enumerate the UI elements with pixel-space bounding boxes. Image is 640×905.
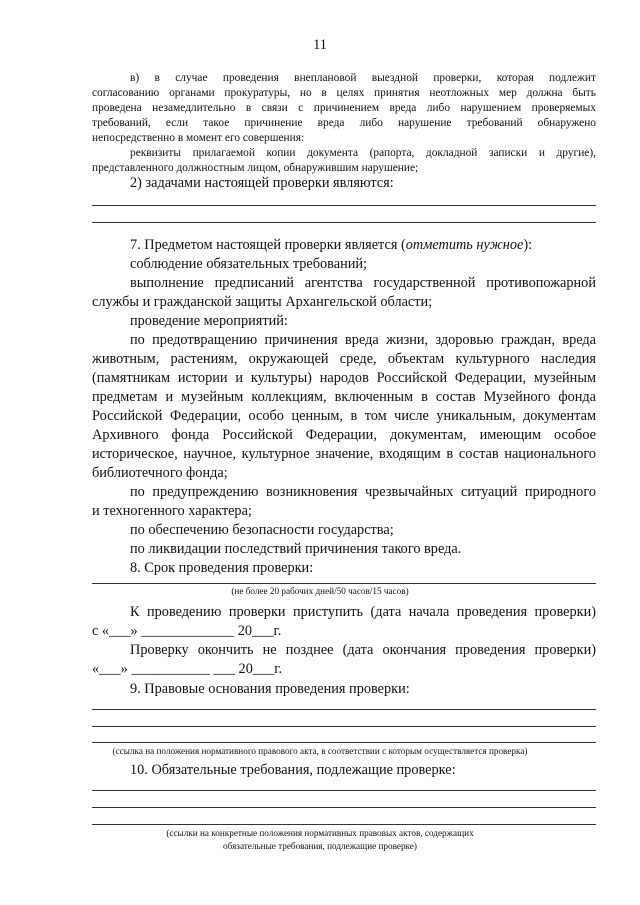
item-7-line-9: Российской Федерации, особо ценным, в том числе уникальным, документам [92,408,596,424]
item-8-end-date[interactable]: «___» ___________ ___ 20___г. [92,661,283,677]
item-7-title-italic: отметить нужное [405,237,524,253]
item-7-line-11: историческое, научное, культурное значение, входящим в состав национального [92,446,596,462]
item-7-title-lead: 7. Предметом настоящей проверки является ( [130,237,406,253]
item-10-fill-line-1[interactable] [92,790,596,791]
item-9-fill-line-3[interactable] [92,742,596,743]
item-8-fill-line[interactable] [92,583,596,584]
section-v-line-3: проведена незамедлительно в связи с причинением вреда либо нарушением проверяемых [92,102,596,114]
item-8-start-date[interactable]: с «___» _____________ 20___г. [92,623,282,639]
item-7-line-1: соблюдение обязательных требований; [130,256,368,272]
item-7-line-3: службы и гражданской защиты Архангельской области; [92,294,433,310]
item-7-line-12: библиотечного фонда; [92,465,228,481]
item-8-end-line-1: Проверку окончить не позднее (дата окончания проведения проверки) [130,642,596,658]
item-7-line-10: Архивного фонда Российской Федерации, документам, имеющим особое [92,427,596,443]
item-9-fill-line-1[interactable] [92,709,596,710]
item-7-line-5: по предотвращению причинения вреда жизни, здоровью граждан, вреда [130,332,596,348]
item-9-caption: (ссылка на положения нормативного правового акта, в соответствии с которым осуществляется проверка) [112,746,528,756]
item-10-fill-line-2[interactable] [92,807,596,808]
item-10-caption-line-1: (ссылки на конкретные положения нормативных правовых актов, содержащих [166,828,474,838]
item-7-line-4: проведение мероприятий: [130,313,288,329]
page-number: 11 [313,37,327,53]
section-v-line-6: реквизиты прилагаемой копии документа (рапорта, докладной записки и другие), [130,147,596,159]
item-7-line-13: по предупреждению возникновения чрезвычайных ситуаций природного [130,484,596,500]
item-10-fill-line-3[interactable] [92,824,596,825]
section-v-line-4: требований, если такое причинение вреда либо нарушение требований обнаружено [92,117,596,129]
section-v-line-5: непосредственно в момент его совершения: [92,132,305,144]
item-10-label: 10. Обязательные требования, подлежащие проверке: [130,762,456,778]
item-2-fill-line-1[interactable] [92,205,596,206]
item-7-line-8: предметам и музейным коллекциям, включенным в состав Музейного фонда [92,389,596,405]
item-8-start-line-1: К проведению проверки приступить (дата начала проведения проверки) [130,604,596,620]
item-8-caption: (не более 20 рабочих дней/50 часов/15 часов) [231,586,409,596]
item-7-title [130,237,532,254]
item-7-title-trail: ): [523,237,533,253]
item-7-line-14: и техногенного характера; [92,503,252,519]
item-7-line-2: выполнение предписаний агентства государственной противопожарной [130,275,596,291]
item-2-label: 2) задачами настоящей проверки являются: [130,175,394,191]
item-7-line-15: по обеспечению безопасности государства; [130,522,394,538]
item-7-line-16: по ликвидации последствий причинения такого вреда. [130,541,462,557]
item-8-label: 8. Срок проведения проверки: [130,560,314,576]
item-7-line-7: (памятникам истории и культуры) народов Российской Федерации, музейным [92,370,596,386]
section-v-line-1: в) в случае проведения внеплановой выездной проверки, которая подлежит [130,72,596,84]
item-9-label: 9. Правовые основания проведения проверки: [130,681,410,697]
item-10-caption-line-2: обязательные требования, подлежащие проверке) [223,841,417,851]
item-2-fill-line-2[interactable] [92,222,596,223]
section-v-line-2: согласованию органами прокуратуры, но в целях принятия неотложных мер должна быть [92,87,596,99]
item-7-line-6: животным, растениям, окружающей среде, объектам культурного наследия [92,351,596,367]
item-9-fill-line-2[interactable] [92,726,596,727]
section-v-line-7: представленного должностным лицом, обнаружившим нарушение; [92,162,419,174]
